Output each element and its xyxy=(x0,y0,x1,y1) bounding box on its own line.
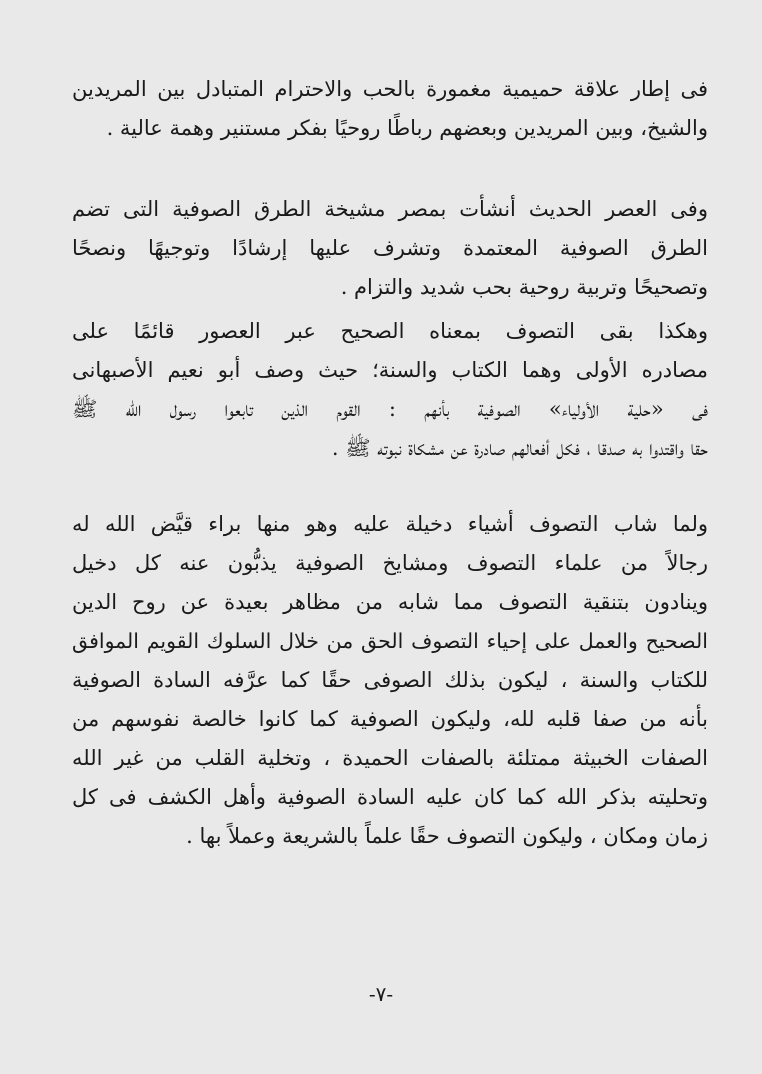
paragraph-3 xyxy=(72,312,708,468)
paragraph-line: زمان ومكان ، وليكون التصوف حقًا علماً بالشريعة وعملاً بها . xyxy=(186,824,708,848)
paragraph-line: فى إطار علاقة حميمية مغمورة بالحب والاحترام المتبادل بين المريدين xyxy=(72,77,708,101)
paragraph-1 xyxy=(72,70,708,148)
paragraph-line: وتحليته بذكر الله كما كان عليه السادة الصوفية وأهل الكشف فى كل xyxy=(72,785,708,809)
paragraph-line: ولما شاب التصوف أشياء دخيلة عليه وهو منها براء قيَّض الله له xyxy=(72,512,708,536)
paragraph-line: وتصحيحًا وتربية روحية بحب شديد والتزام . xyxy=(340,275,708,299)
paragraph-line: وينادون بتنقية التصوف مما شابه من مظاهر بعيدة عن روح الدين xyxy=(72,590,708,614)
paragraph-line: مصادره الأولى وهما الكتاب والسنة؛ حيث وصف أبو نعيم الأصبهانى xyxy=(72,358,708,382)
paragraph-line: حقا واقتدوا به صدقا ، فكل أفعالهم صادرة عن مشكاة نبوته ﷺ . xyxy=(331,436,708,460)
paragraph-line: وفى العصر الحديث أنشأت بمصر مشيخة الطرق الصوفية التى تضم xyxy=(72,197,708,221)
paragraph-line: للكتاب والسنة ، ليكون بذلك الصوفى حقًا كما عرَّفه السادة الصوفية xyxy=(72,668,708,692)
paragraph-line: والشيخ، وبين المريدين وبعضهم رباطًا روحيًا بفكر مستنير وهمة عالية . xyxy=(106,116,708,140)
paragraph-line: الصحيح والعمل على إحياء التصوف الحق من خلال السلوك القويم الموافق xyxy=(72,629,708,653)
page-number: -٧- xyxy=(368,982,394,1006)
paragraph-2 xyxy=(72,190,708,307)
paragraph-line: الطرق الصوفية المعتمدة وتشرف عليها إرشادًا وتوجيهًا ونصحًا xyxy=(72,236,708,260)
paragraph-line: بأنه من صفا قلبه لله، وليكون الصوفية كما كانوا خالصة نفوسهم من xyxy=(72,707,708,731)
paragraph-line: رجالاً من علماء التصوف ومشايخ الصوفية يذبُّون عنه كل دخيل xyxy=(72,551,708,575)
paragraph-line: فى «حلية الأولياء» الصوفية بأنهم : القوم الذين تابعوا رسول الله ﷺ xyxy=(72,397,708,421)
paragraph-line: وهكذا بقى التصوف بمعناه الصحيح عبر العصور قائمًا على xyxy=(72,319,708,343)
paragraph-4 xyxy=(72,505,708,856)
paragraph-line: الصفات الخبيثة ممتلئة بالصفات الحميدة ، وتخلية القلب من غير الله xyxy=(72,746,708,770)
